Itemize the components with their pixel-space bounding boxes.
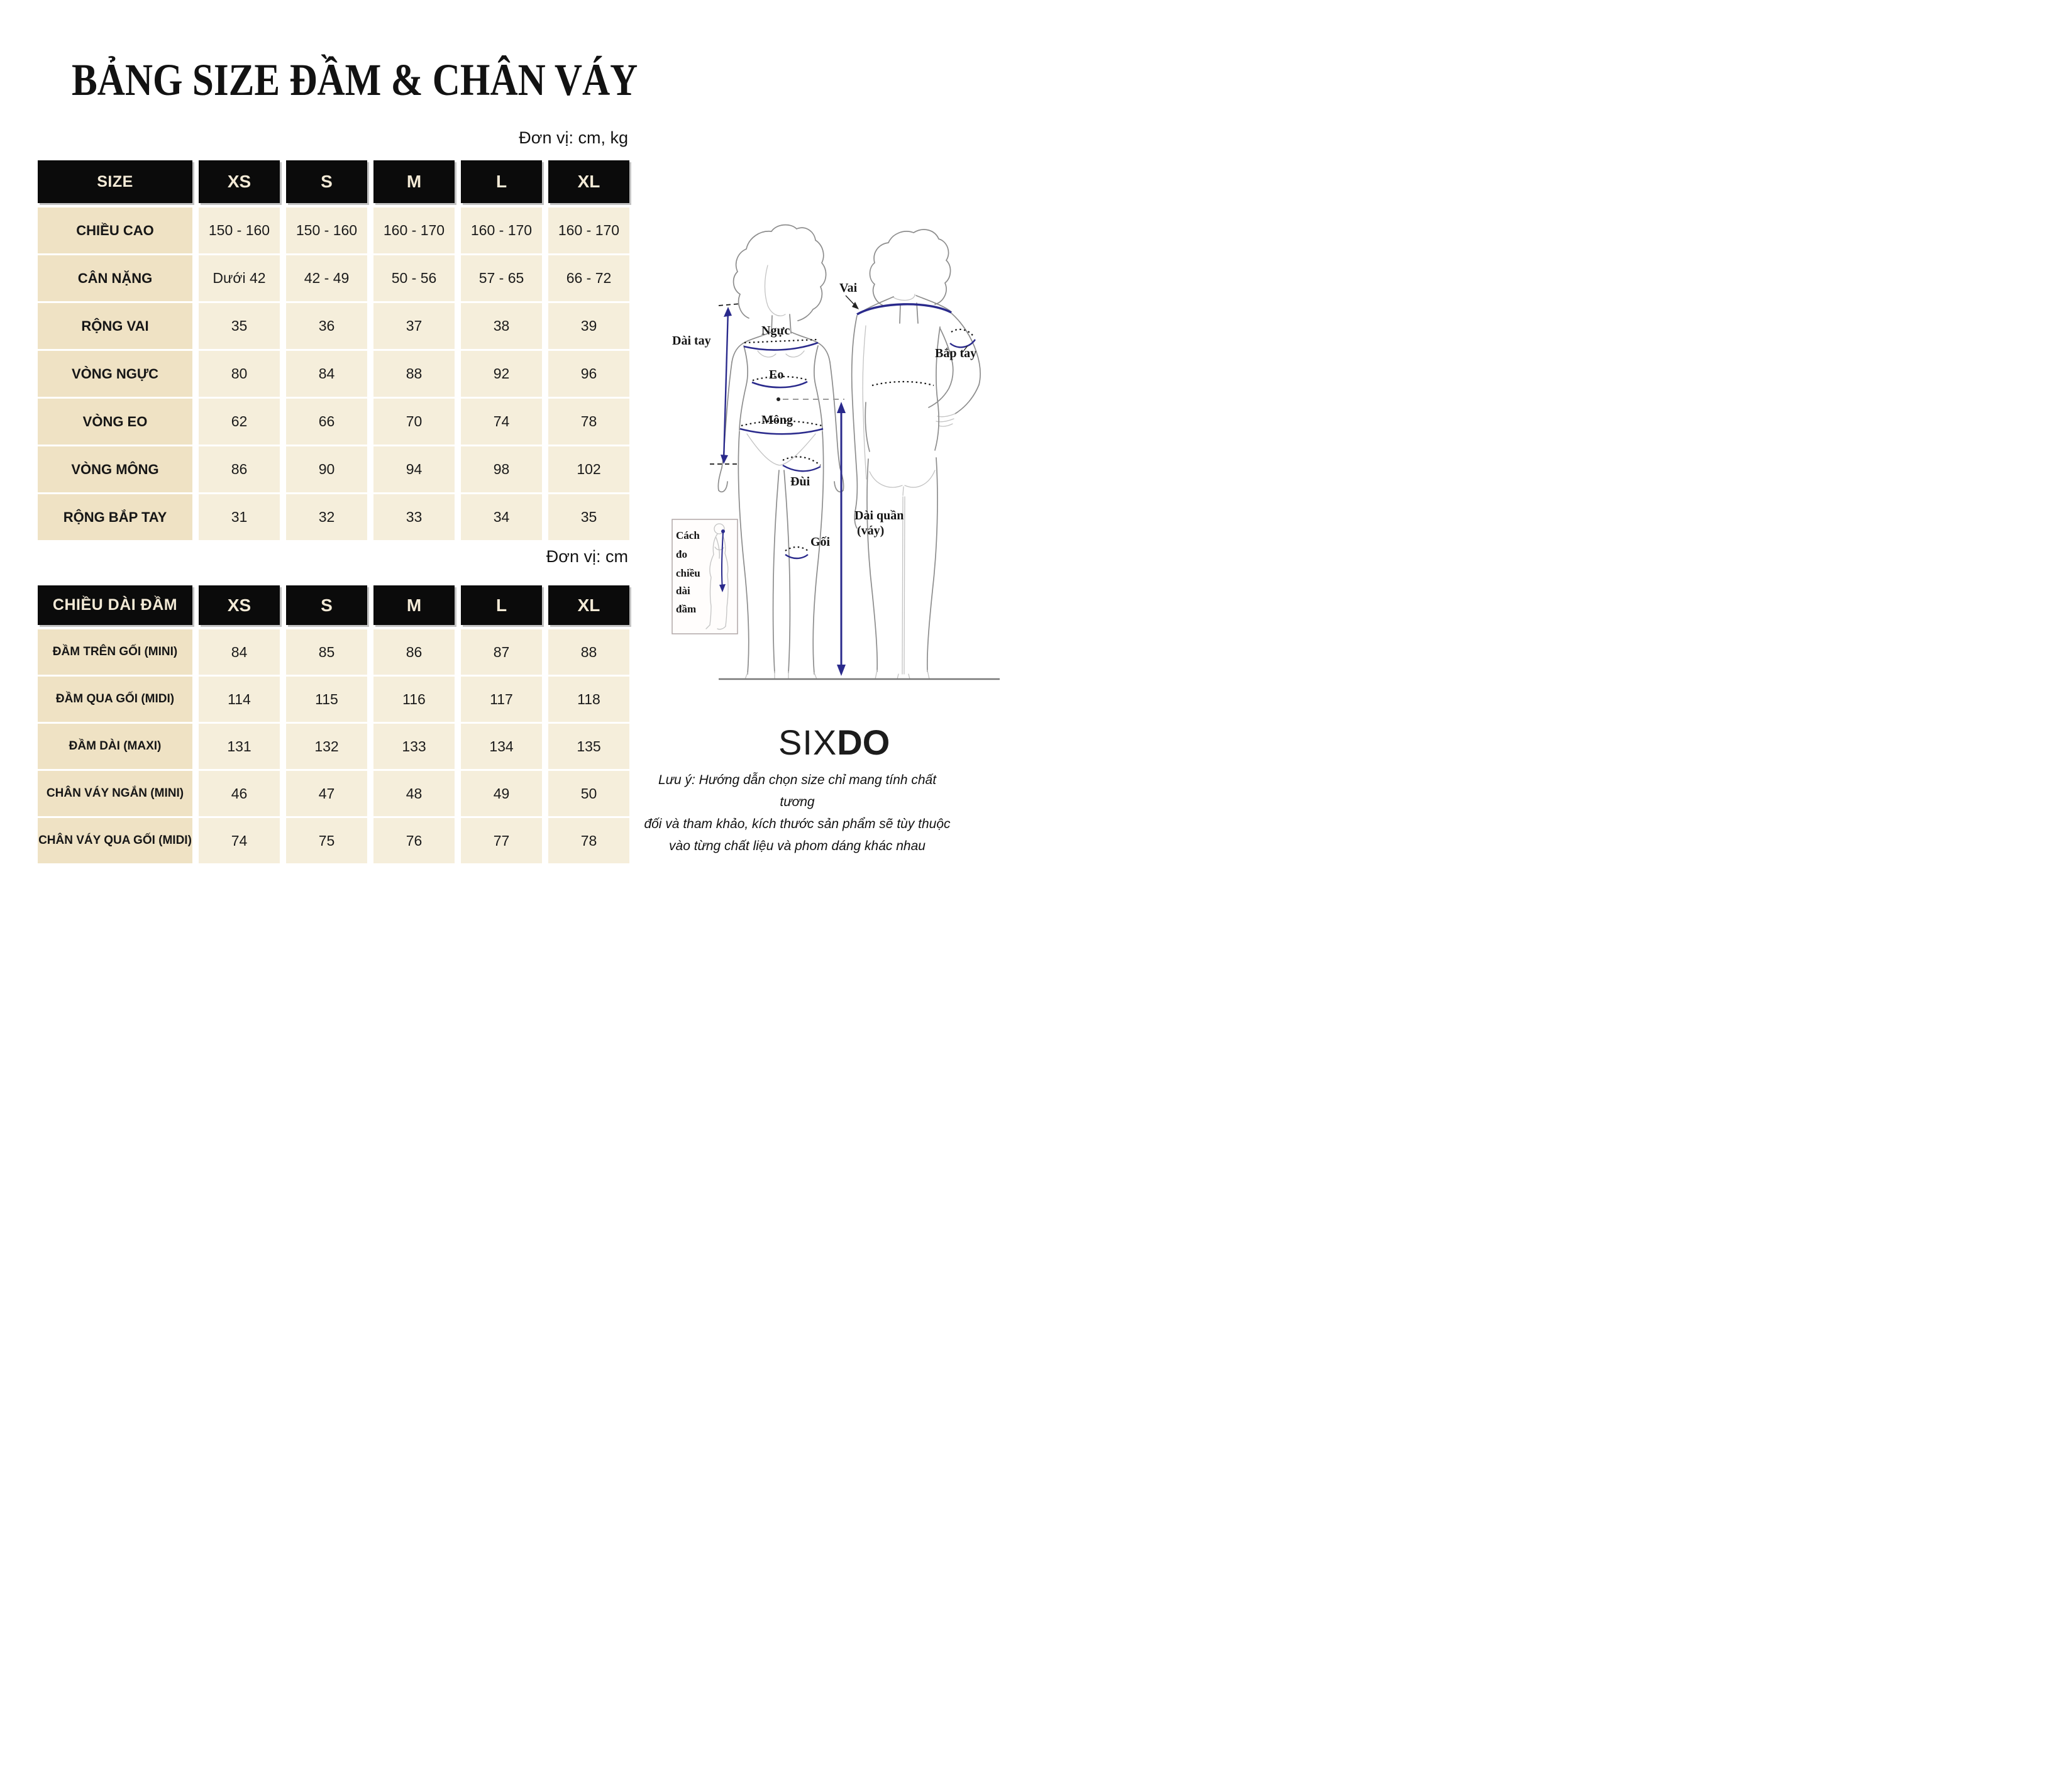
table-row [38, 629, 629, 675]
logo-six: SIX [778, 722, 837, 762]
chest-line [744, 343, 818, 350]
header-cell-m: M [373, 585, 455, 625]
value-cell: 75 [286, 818, 367, 863]
waist-line [752, 382, 807, 387]
size-note [640, 770, 954, 857]
row-label-cell: ĐẦM DÀI (MAXI) [38, 724, 192, 769]
logo-do: DO [837, 722, 890, 762]
size-table-header-row [38, 160, 629, 203]
value-cell: 132 [286, 724, 367, 769]
value-cell: 70 [373, 399, 455, 445]
value-cell: 133 [373, 724, 455, 769]
shoulder-pointer-arrow [846, 296, 859, 309]
value-cell: 57 - 65 [461, 255, 542, 301]
value-cell: 49 [461, 771, 542, 816]
value-cell: 47 [286, 771, 367, 816]
value-cell: 86 [373, 629, 455, 675]
size-table [38, 160, 629, 542]
value-cell: 115 [286, 677, 367, 722]
header-cell-m: M [373, 160, 455, 203]
header-cell-l: L [461, 160, 542, 203]
header-cell-l: L [461, 585, 542, 625]
value-cell: 92 [461, 351, 542, 397]
row-label-cell: RỘNG BẮP TAY [38, 494, 192, 540]
value-cell: 94 [373, 446, 455, 492]
body-measurement-diagram [644, 195, 1006, 707]
label-upper-arm: Bắp tay [935, 346, 977, 360]
value-cell: 150 - 160 [286, 207, 367, 253]
value-cell: 160 - 170 [373, 207, 455, 253]
value-cell: 86 [199, 446, 280, 492]
table-row [38, 446, 629, 492]
value-cell: 84 [286, 351, 367, 397]
value-cell: 78 [548, 399, 629, 445]
value-cell: 74 [199, 818, 280, 863]
table-row [38, 255, 629, 301]
value-cell: 35 [199, 303, 280, 349]
value-cell: 131 [199, 724, 280, 769]
value-cell: 39 [548, 303, 629, 349]
table-row [38, 771, 629, 816]
unit-label-cm-kg: Đơn vị: cm, kg [519, 128, 628, 147]
row-label-cell: VÒNG MÔNG [38, 446, 192, 492]
row-label-cell: VÒNG NGỰC [38, 351, 192, 397]
label-bust: Ngực [761, 324, 790, 338]
label-dress-length-1: Dài quần [854, 509, 904, 523]
value-cell: 78 [548, 818, 629, 863]
value-cell: 77 [461, 818, 542, 863]
table-row [38, 818, 629, 863]
value-cell: 90 [286, 446, 367, 492]
back-figure-outline [852, 230, 980, 679]
row-label-cell: CHÂN VÁY NGẮN (MINI) [38, 771, 192, 816]
label-hip: Mông [761, 413, 793, 427]
label-sleeve-length: Dài tay [672, 334, 711, 348]
value-cell: 33 [373, 494, 455, 540]
value-cell: 88 [548, 629, 629, 675]
value-cell: 50 - 56 [373, 255, 455, 301]
value-cell: 98 [461, 446, 542, 492]
table-row [38, 494, 629, 540]
label-waist: Eo [769, 368, 784, 382]
value-cell: 118 [548, 677, 629, 722]
value-cell: 46 [199, 771, 280, 816]
inset-line-5: đầm [676, 603, 697, 615]
row-label-cell: CHÂN VÁY QUA GỐI (MIDI) [38, 818, 192, 863]
value-cell: 76 [373, 818, 455, 863]
shoulder-line [857, 304, 951, 314]
header-cell-s: S [286, 160, 367, 203]
dress-length-arrow [837, 402, 846, 676]
value-cell: 85 [286, 629, 367, 675]
value-cell: 80 [199, 351, 280, 397]
table-row [38, 303, 629, 349]
label-knee: Gối [810, 535, 831, 549]
size-chart-page [0, 0, 1028, 896]
value-cell: 74 [461, 399, 542, 445]
inset-line-1: Cách [676, 529, 700, 541]
label-thigh: Đùi [790, 475, 810, 489]
value-cell: 150 - 160 [199, 207, 280, 253]
value-cell: 96 [548, 351, 629, 397]
value-cell: 42 - 49 [286, 255, 367, 301]
table-row [38, 207, 629, 253]
label-dress-length-2: (váy) [857, 524, 885, 538]
value-cell: 31 [199, 494, 280, 540]
value-cell: 48 [373, 771, 455, 816]
value-cell: 35 [548, 494, 629, 540]
header-cell-s: S [286, 585, 367, 625]
value-cell: 160 - 170 [548, 207, 629, 253]
length-table-header-row [38, 585, 629, 625]
value-cell: 116 [373, 677, 455, 722]
hip-line [740, 429, 823, 434]
value-cell: 114 [199, 677, 280, 722]
sixdo-logo [778, 722, 890, 763]
value-cell: 134 [461, 724, 542, 769]
value-cell: 102 [548, 446, 629, 492]
value-cell: 34 [461, 494, 542, 540]
note-line: Lưu ý: Hướng dẫn chọn size chỉ mang tính chất tương [658, 773, 937, 809]
value-cell: 87 [461, 629, 542, 675]
value-cell: 37 [373, 303, 455, 349]
chest-dotted-line [744, 340, 817, 343]
length-table [38, 585, 629, 865]
sleeve-length-arrow [710, 304, 741, 464]
value-cell: 50 [548, 771, 629, 816]
value-cell: 84 [199, 629, 280, 675]
header-cell-dress-length: CHIỀU DÀI ĐẦM [38, 585, 192, 625]
row-label-cell: RỘNG VAI [38, 303, 192, 349]
header-cell-xl: XL [548, 160, 629, 203]
table-row [38, 399, 629, 445]
value-cell: 62 [199, 399, 280, 445]
value-cell: 66 [286, 399, 367, 445]
waist-dot [777, 397, 780, 401]
header-cell-size: SIZE [38, 160, 192, 203]
value-cell: 32 [286, 494, 367, 540]
table-row [38, 351, 629, 397]
row-label-cell: CÂN NẶNG [38, 255, 192, 301]
table-row [38, 724, 629, 769]
value-cell: 66 - 72 [548, 255, 629, 301]
page-title: BẢNG SIZE ĐẦM & CHÂN VÁY [72, 55, 638, 105]
value-cell: 88 [373, 351, 455, 397]
inset-line-2: đo [676, 548, 687, 560]
thigh-line [783, 465, 821, 471]
value-cell: 117 [461, 677, 542, 722]
value-cell: 38 [461, 303, 542, 349]
header-cell-xs: XS [199, 585, 280, 625]
value-cell: Dưới 42 [199, 255, 280, 301]
unit-label-cm: Đơn vị: cm [546, 547, 628, 566]
inset-line-3: chiều [676, 567, 700, 579]
value-cell: 160 - 170 [461, 207, 542, 253]
header-cell-xl: XL [548, 585, 629, 625]
label-shoulder: Vai [839, 281, 858, 295]
row-label-cell: ĐẦM QUA GỐI (MIDI) [38, 677, 192, 722]
inset-line-4: dài [676, 585, 690, 597]
row-label-cell: CHIỀU CAO [38, 207, 192, 253]
value-cell: 135 [548, 724, 629, 769]
table-row [38, 677, 629, 722]
note-line: đối và tham khảo, kích thước sản phẩm sẽ tùy thuộc [644, 816, 951, 831]
header-cell-xs: XS [199, 160, 280, 203]
value-cell: 36 [286, 303, 367, 349]
row-label-cell: ĐẦM TRÊN GỐI (MINI) [38, 629, 192, 675]
note-line: vào từng chất liệu và phom dáng khác nhau [669, 838, 926, 853]
dress-length-inset-box [672, 519, 738, 634]
row-label-cell: VÒNG EO [38, 399, 192, 445]
back-waist-dotted-line [872, 382, 934, 385]
